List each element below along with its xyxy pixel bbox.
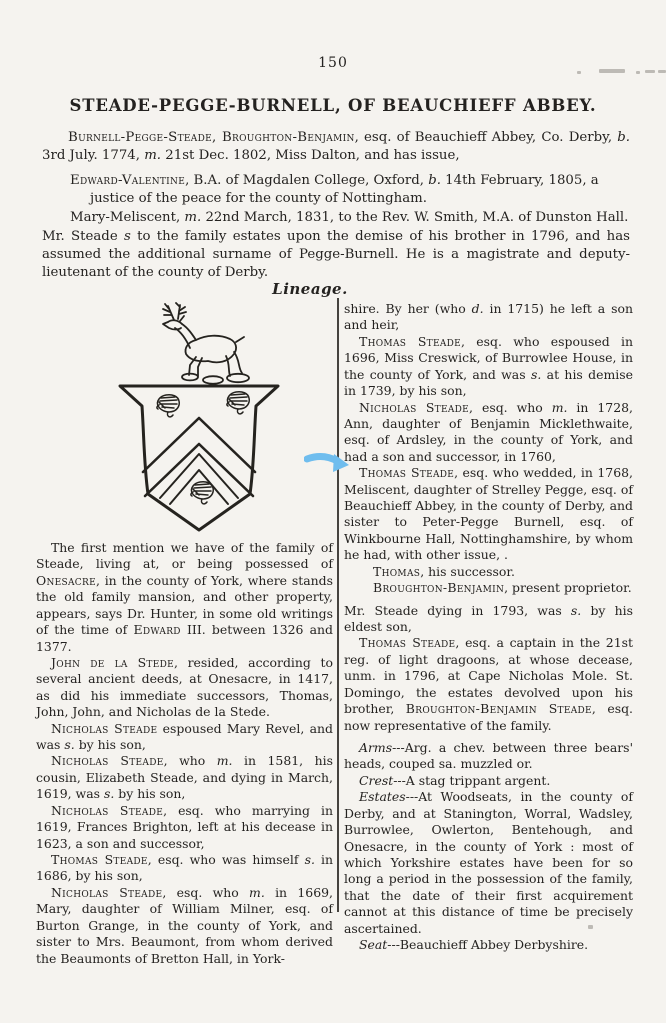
scan-artifact (645, 70, 655, 73)
stag-icon (163, 303, 249, 384)
paragraph: Mr. Steade s to the family estates upon the demise of his brother in 1796, and has assumed the additional surname of Pegge-Burnell. He is a magistrate and deputy-lieutenant of the county of Derby. (42, 229, 630, 280)
paragraph: Burnell-Pegge-Steade, Broughton-Benjamin, esq. of Beauchieff Abbey, Co. Derby, b. 3rd July. 1774, m. 21st Dec. 1802, Miss Dalton, and has issue, (42, 130, 630, 163)
shield-icon (120, 386, 278, 530)
paragraph: Broughton-Benjamin, present proprietor. (373, 580, 632, 596)
paragraph: Mr. Steade dying in 1793, was s. by his eldest son, (344, 602, 633, 635)
paragraph: Nicholas Steade espoused Mary Revel, and was s. by his son, (36, 720, 333, 753)
paragraph: Seat---Beauchieff Abbey Derbyshire. (359, 937, 589, 953)
intro-block (42, 129, 630, 282)
paragraph: Thomas Steade, esq. who wedded, in 1768, Meliscent, daughter of Strelley Pegge, esq. of Beauchieff Abbey, in the county of Derby, and sister to Peter-Pegge Burnell, esq. of Winkbourne Hall, Nottinghamshire, by whom he had, with other issue, . (344, 465, 633, 563)
scan-artifact (636, 71, 640, 74)
bear-head-icon (227, 392, 249, 414)
column-divider (337, 298, 339, 912)
bear-head-icon (157, 395, 179, 417)
page-title: STEADE-PEGGE-BURNELL, OF BEAUCHIEFF ABBEY. (69, 96, 597, 115)
paragraph: Nicholas Steade, esq. who m. in 1669, Mary, daughter of William Milner, esq. of Burton Grange, in the county of York, and sister to Mrs. Beaumont, from whom derived the Beaumonts of Bretton Hall, in York- (36, 884, 333, 966)
paragraph: John de la Stede, resided, according to several ancient deeds, at Onesacre, in 1417, as did his immediate successors, Thomas, John, John, and Nicholas de la Stede. (36, 654, 333, 720)
scan-artifact (577, 71, 581, 74)
scan-artifact (588, 925, 593, 929)
arrow-icon (304, 450, 350, 476)
paragraph: Estates---At Woodseats, in the county of Derby, and at Stanington, Worral, Wadsley, Burrowlee, Owlerton, Bentehough, and Onesacre, in the county of York : most of which Yorkshire estates have been for so long a period in the possession of the family, that the date of their first acquirement cannot at this distance of time be precisely ascertained. (344, 789, 633, 936)
scan-artifact (658, 70, 666, 73)
paragraph: Thomas Steade, esq. who espoused in 1696, Miss Creswick, of Burrowlee House, in the county of York, and was s. at his demise in 1739, by his son, (344, 333, 633, 399)
paragraph: Nicholas Steade, esq. who marrying in 1619, Frances Brighton, left at his decease in 1623, a son and successor, (36, 802, 333, 851)
paragraph: Crest---A stag trippant argent. (359, 772, 551, 788)
paragraph: The first mention we have of the family of Steade, living at, or being possessed of Onesacre, in the county of York, where stands the old family mansion, and other property, appears, says Dr. Hunter, in some old writings of the time of Edward III. between 1326 and 1377. (36, 540, 334, 654)
paragraph: Thomas Steade, esq. who was himself s. in 1686, by his son, (36, 852, 333, 884)
page-number: 150 (318, 55, 348, 71)
left-column (36, 540, 333, 967)
coat-of-arms-illustration (98, 302, 302, 540)
paragraph: Mary-Meliscent, m. 22nd March, 1831, to the Rev. W. Smith, M.A. of Dunston Hall. (70, 210, 629, 225)
annotation-arrow (304, 450, 350, 476)
paragraph: Edward-Valentine, B.A. of Magdalen College, Oxford, b. 14th February, 1805, a justice of the peace for the county of Nottingham. (70, 173, 599, 206)
paragraph: shire. By her (who d. in 1715) he left a son and heir, (344, 301, 633, 333)
paragraph: Arms---Arg. a chev. between three bears' heads, couped sa. muzzled or. (344, 739, 633, 772)
right-column (344, 301, 633, 953)
paragraph: Thomas Steade, esq. a captain in the 21st reg. of light dragoons, at whose decease, unm. in 1796, at Cape Nicholas Mole. St. Domingo, the estates devolved upon his brother, Broughton-Benjamin Steade, esq. now representative of the family. (344, 635, 634, 733)
paragraph: Nicholas Steade, who m. in 1581, his cousin, Elizabeth Steade, and dying in March, 1619, was s. by his son, (36, 753, 333, 802)
lineage-heading: Lineage. (272, 280, 348, 298)
crest-engraving (98, 302, 302, 540)
paragraph: Thomas, his successor. (373, 563, 515, 579)
bear-head-icon (191, 482, 213, 504)
scan-artifact (599, 69, 625, 73)
paragraph: Nicholas Steade, esq. who m. in 1728, Ann, daughter of Benjamin Micklethwaite, esq. of Ardsley, in the county of York, and had a son and successor, in 1760, (344, 399, 633, 464)
